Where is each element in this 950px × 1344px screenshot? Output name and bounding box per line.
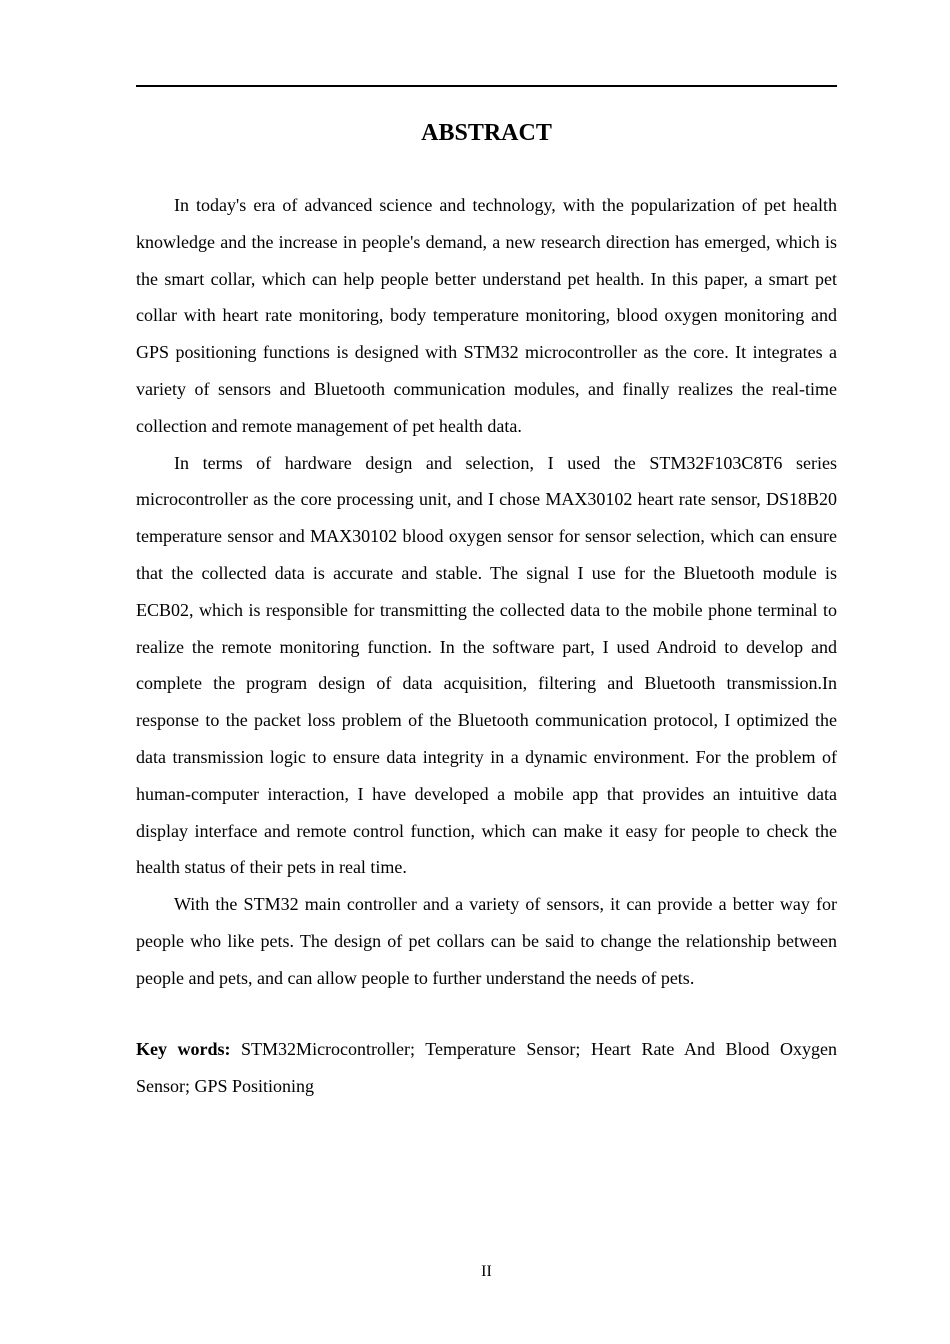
page-number: II <box>481 1263 492 1280</box>
keywords-text: STM32Microcontroller; Temperature Sensor; Heart Rate And Blood Oxygen Sensor; GPS Positioning <box>136 1039 837 1096</box>
abstract-body <box>136 187 837 997</box>
keywords-line <box>136 1031 837 1105</box>
abstract-paragraph-3: With the STM32 main controller and a variety of sensors, it can provide a better way for people who like pets. The design of pet collars can be said to change the relationship between people and pets, and can allow people to further understand the needs of pets. <box>136 894 837 988</box>
header-rule <box>136 85 837 87</box>
abstract-paragraph-1: In today's era of advanced science and technology, with the popularization of pet health knowledge and the increase in people's demand, a new research direction has emerged, which is the smart collar, which can help people better understand pet health. In this paper, a smart pet collar with heart rate monitoring, body temperature monitoring, blood oxygen monitoring and GPS positioning functions is designed with STM32 microcontroller as the core. It integrates a variety of sensors and Bluetooth communication modules, and finally realizes the real-time collection and remote management of pet health data. <box>136 195 837 436</box>
abstract-title: ABSTRACT <box>421 120 552 146</box>
abstract-paragraph-2: In terms of hardware design and selection, I used the STM32F103C8T6 series microcontroller as the core processing unit, and I chose MAX30102 heart rate sensor, DS18B20 temperature sensor and MAX30102 blood oxygen sensor for sensor selection, which can ensure that the collected data is accurate and stable. The signal I use for the Bluetooth module is ECB02, which is responsible for transmitting the collected data to the mobile phone terminal to realize the remote monitoring function. In the software part, I used Android to develop and complete the program design of data acquisition, filtering and Bluetooth transmission.In response to the packet loss problem of the Bluetooth communication protocol, I optimized the data transmission logic to ensure data integrity in a dynamic environment. For the problem of human-computer interaction, I have developed a mobile app that provides an intuitive data display interface and remote control function, which can make it easy for people to check the health status of their pets in real time. <box>136 452 837 878</box>
keywords-label: Key words: <box>136 1039 231 1059</box>
